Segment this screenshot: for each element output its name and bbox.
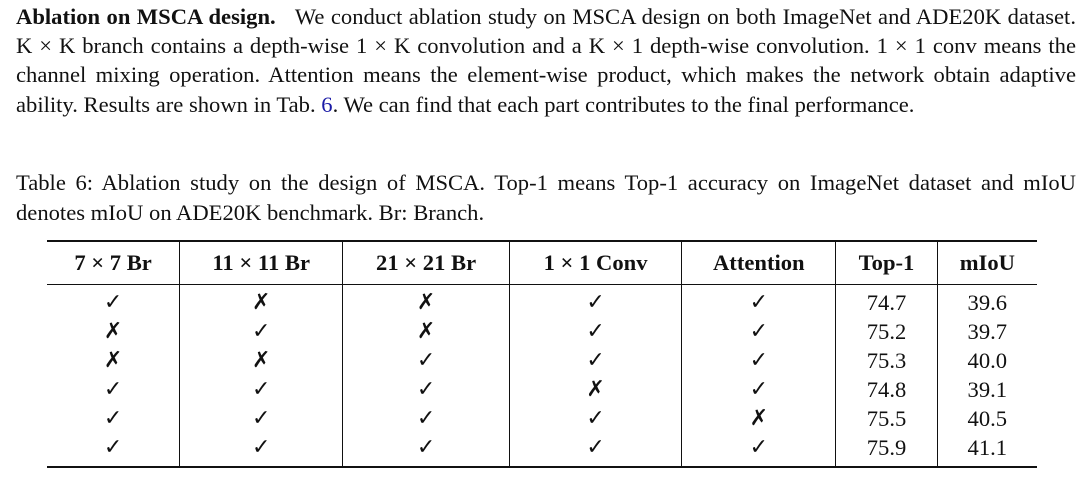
table-row bbox=[47, 317, 1037, 346]
table-cell-top1: 74.8 bbox=[836, 375, 937, 404]
table-cell-top1: 75.9 bbox=[836, 433, 937, 467]
paragraph-lead: Ablation on MSCA design. bbox=[16, 4, 276, 29]
table-row bbox=[47, 375, 1037, 404]
table-cell-mark: ✓ bbox=[682, 317, 836, 346]
table-cell-mark: ✓ bbox=[343, 433, 510, 467]
header-7x7-branch: 7 × 7 Br bbox=[74, 250, 152, 275]
table-cell-mark: ✓ bbox=[509, 346, 681, 375]
header-miou: mIoU bbox=[937, 241, 1037, 285]
table-cell-mark: ✓ bbox=[343, 346, 510, 375]
table-cell-mark: ✓ bbox=[343, 375, 510, 404]
table-cell-mark: ✗ bbox=[682, 404, 836, 433]
table-cell-miou: 39.7 bbox=[937, 317, 1037, 346]
table-cell-miou: 40.5 bbox=[937, 404, 1037, 433]
table-cell-mark: ✓ bbox=[509, 404, 681, 433]
table-cell-mark: ✓ bbox=[103, 377, 123, 402]
table-cell-mark: ✓ bbox=[180, 375, 343, 404]
table-cell-mark: ✓ bbox=[682, 433, 836, 467]
table-caption: Table 6: Ablation study on the design of MSCA. Top-1 means Top-1 accuracy on ImageNet dataset and mIoU denotes mIoU on ADE20K benchmark. Br: Branch. bbox=[16, 170, 1076, 225]
header-21x21-branch: 21 × 21 Br bbox=[343, 241, 510, 285]
table-cell-miou: 39.1 bbox=[937, 375, 1037, 404]
table-header-row bbox=[47, 241, 1037, 285]
table-cell-mark: ✓ bbox=[682, 375, 836, 404]
table-cell-mark: ✓ bbox=[180, 433, 343, 467]
table-reference-link[interactable]: 6 bbox=[321, 91, 333, 117]
table-cell-mark: ✓ bbox=[103, 406, 123, 431]
table-cell-mark: ✗ bbox=[343, 317, 510, 346]
table-cell-mark: ✗ bbox=[509, 375, 681, 404]
table-cell-mark: ✗ bbox=[180, 346, 343, 375]
table-cell-miou: 39.6 bbox=[937, 285, 1037, 318]
table-cell-top1: 75.3 bbox=[836, 346, 937, 375]
header-11x11-branch: 11 × 11 Br bbox=[180, 241, 343, 285]
table-cell-mark: ✓ bbox=[682, 346, 836, 375]
table-cell-miou: 40.0 bbox=[937, 346, 1037, 375]
table-cell-mark: ✗ bbox=[343, 285, 510, 318]
table-cell-mark: ✓ bbox=[509, 433, 681, 467]
table-row bbox=[47, 346, 1037, 375]
table-cell-mark: ✓ bbox=[509, 285, 681, 318]
table-cell-mark: ✗ bbox=[180, 285, 343, 318]
table-cell-mark: ✓ bbox=[682, 285, 836, 318]
table-cell-mark: ✗ bbox=[103, 319, 123, 344]
ablation-paragraph bbox=[16, 2, 1076, 119]
table-cell-miou: 41.1 bbox=[937, 433, 1037, 467]
table-cell-mark: ✓ bbox=[180, 317, 343, 346]
paragraph-body-end: . We can find that each part contributes to the final performance. bbox=[332, 91, 915, 117]
header-1x1-conv: 1 × 1 Conv bbox=[509, 241, 681, 285]
table-cell-mark: ✓ bbox=[509, 317, 681, 346]
table-cell-top1: 75.5 bbox=[836, 404, 937, 433]
table-cell-mark: ✓ bbox=[343, 404, 510, 433]
header-attention: Attention bbox=[682, 241, 836, 285]
header-top1: Top-1 bbox=[836, 241, 937, 285]
table-cell-mark: ✓ bbox=[103, 435, 123, 460]
table-cell-mark: ✓ bbox=[103, 290, 123, 315]
paragraph-body: We conduct ablation study on MSCA design on both ImageNet and ADE20K dataset. K × K branch contains a depth-wise 1 × K convolution and a K × 1 depth-wise convolution. 1 × 1 conv means the channel mixing operation. Attention means the element-wise product, which makes the network obtain adaptive ability. Results are shown in Tab. bbox=[16, 4, 1076, 117]
ablation-table bbox=[47, 240, 1037, 468]
table-row bbox=[47, 404, 1037, 433]
table-row bbox=[47, 433, 1037, 467]
table-row bbox=[47, 285, 1037, 318]
table-cell-top1: 74.7 bbox=[836, 285, 937, 318]
table-cell-mark: ✗ bbox=[103, 348, 123, 373]
table-cell-mark: ✓ bbox=[180, 404, 343, 433]
table-cell-top1: 75.2 bbox=[836, 317, 937, 346]
